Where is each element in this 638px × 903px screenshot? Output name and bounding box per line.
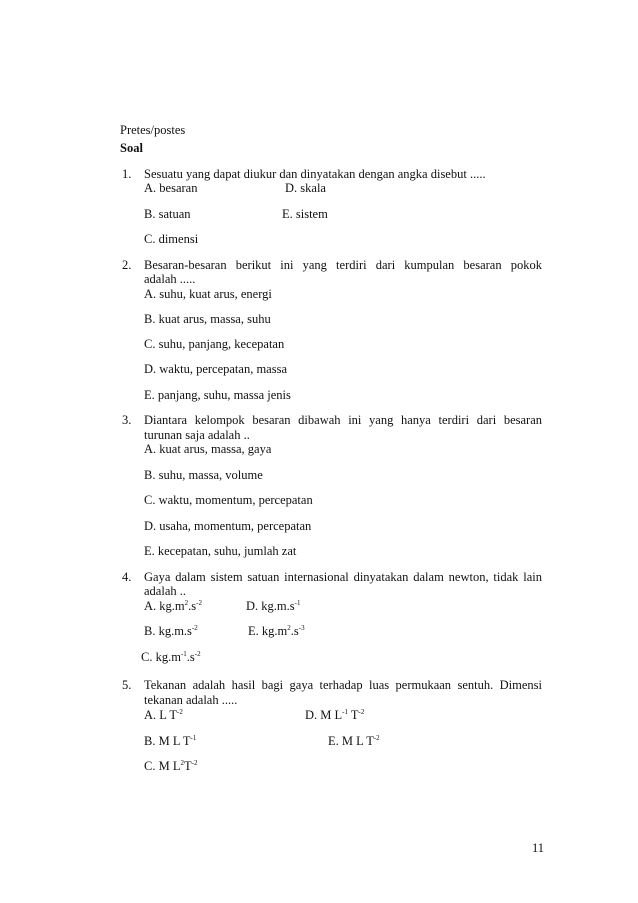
question-number: 4.	[122, 570, 132, 584]
option-d: D. usaha, momentum, percepatan	[144, 519, 312, 533]
option-e: E. $kg.m^2.s^{-3}$	[248, 624, 305, 638]
option-a: A. besaran	[144, 181, 198, 195]
question-text: Sesuatu yang dapat diukur dan dinyatakan dengan angka disebut .....	[144, 167, 486, 181]
option-c: C. $kg.m^{-1}.s^{-2}$	[141, 650, 201, 664]
question-text-line-2: adalah .....	[144, 272, 196, 286]
option-e: E. panjang, suhu, massa jenis	[144, 388, 291, 402]
option-a: A. $kg.m^2.s^{-2}$	[144, 599, 202, 613]
section-label: Pretes/postes	[120, 123, 186, 137]
question-text-line-1: Gaya dalam sistem satuan internasional dinyatakan dalam newton, tidak lain	[144, 570, 542, 584]
option-d: D. M $L^{-1}$ $T^{-2}$	[305, 708, 365, 722]
option-d: D. $kg.m.s^{-1}$	[246, 599, 301, 613]
question-number: 3.	[122, 413, 132, 427]
option-a: A. kuat arus, massa, gaya	[144, 442, 272, 456]
option-e: E. kecepatan, suhu, jumlah zat	[144, 544, 297, 558]
page-number: 11	[532, 841, 545, 855]
question-text-line-2: turunan saja adalah ..	[144, 428, 250, 442]
option-a: A. suhu, kuat arus, energi	[144, 287, 272, 301]
option-b: B. kuat arus, massa, suhu	[144, 312, 271, 326]
option-a: A. L $T^{-2}$	[144, 708, 183, 722]
question-text-line-1: Besaran-besaran berikut ini yang terdiri dari kumpulan besaran pokok	[144, 258, 542, 272]
question-text-line-1: Tekanan adalah hasil bagi gaya terhadap luas permukaan sentuh. Dimensi	[144, 678, 542, 692]
option-c: C. M $L^2T^{-2}$	[144, 759, 198, 773]
question-text-line-2: adalah ..	[144, 584, 186, 598]
option-e: E. M L $T^{-2}$	[328, 734, 380, 748]
option-b: B. satuan	[144, 207, 191, 221]
question-number: 1.	[122, 167, 132, 181]
section-title: Soal	[120, 141, 143, 155]
question-number: 2.	[122, 258, 132, 272]
option-c: C. waktu, momentum, percepatan	[144, 493, 313, 507]
option-e: E. sistem	[282, 207, 328, 221]
question-number: 5.	[122, 678, 132, 692]
option-c: C. dimensi	[144, 232, 199, 246]
question-text-line-1: Diantara kelompok besaran dibawah ini yang hanya terdiri dari besaran	[144, 413, 542, 427]
question-text-line-2: tekanan adalah .....	[144, 693, 238, 707]
option-b: B. suhu, massa, volume	[144, 468, 263, 482]
option-d: D. skala	[285, 181, 326, 195]
option-b: B. M L $T^{-1}$	[144, 734, 197, 748]
option-d: D. waktu, percepatan, massa	[144, 362, 287, 376]
option-c: C. suhu, panjang, kecepatan	[144, 337, 285, 351]
option-b: B. $kg.m.s^{-2}$	[144, 624, 198, 638]
